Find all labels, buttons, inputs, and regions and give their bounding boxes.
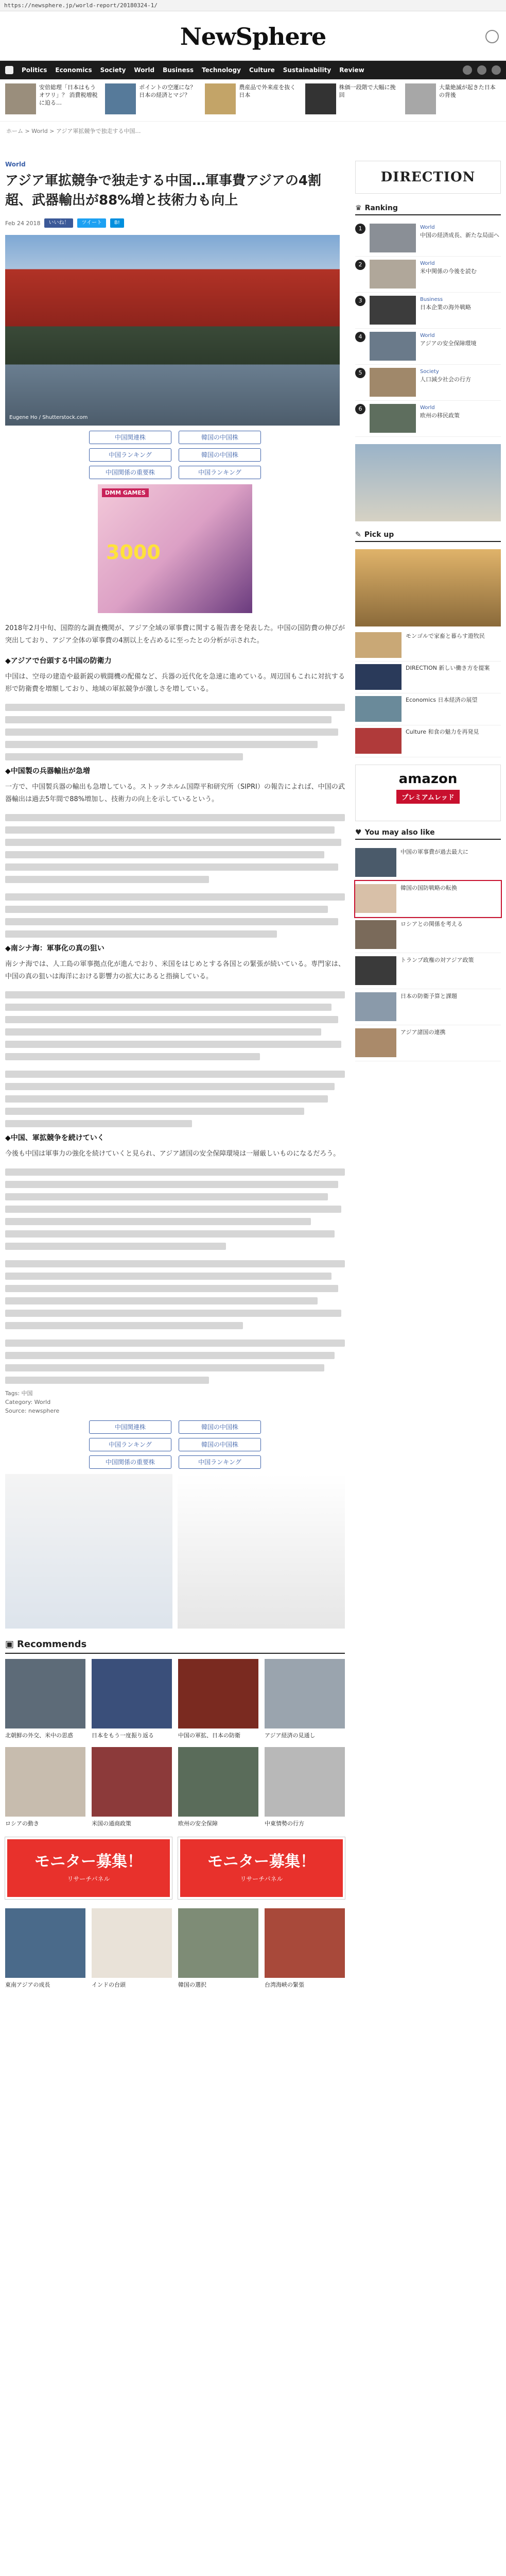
pickup-text: Economics 日本経済の展望 — [406, 697, 478, 703]
recommend-card[interactable] — [5, 1659, 85, 1740]
rss-icon[interactable] — [492, 65, 501, 75]
story-thumbnail — [405, 83, 436, 114]
recommend-image — [92, 1659, 172, 1728]
twitter-icon[interactable] — [477, 65, 486, 75]
rank-image — [370, 260, 416, 289]
recommend-image — [178, 1908, 258, 1978]
recommend-card[interactable] — [92, 1659, 172, 1740]
pickup-item[interactable] — [355, 630, 501, 662]
nav-economics[interactable]: Economics — [55, 66, 92, 74]
top-story[interactable] — [305, 83, 401, 117]
like-item[interactable] — [355, 917, 501, 953]
body-text-block — [5, 704, 345, 760]
like-image — [355, 884, 396, 913]
like-text: アジア諸国の連携 — [400, 1029, 446, 1036]
facebook-icon[interactable] — [463, 65, 472, 75]
recommend-card[interactable] — [5, 1747, 85, 1828]
related-link[interactable]: 中国ランキング — [179, 466, 261, 479]
monitor-ad-sub: リサーチパネル — [240, 1875, 283, 1883]
pickup-image — [355, 696, 402, 722]
advertisement[interactable] — [98, 484, 252, 613]
rank-image — [370, 368, 416, 397]
monitor-ad-title: モニター募集！ — [207, 1853, 316, 1871]
recommends-grid-2 — [5, 1908, 345, 1989]
story-title: ポイントの空運にな？ 日本の経済とマジ？ — [139, 84, 196, 98]
nav-society[interactable]: Society — [100, 66, 126, 74]
story-thumbnail — [5, 83, 36, 114]
article-paragraph: 中国は、空母の建造や最新鋭の戦闘機の配備など、兵器の近代化を急速に進めている。周辺国もこれに対抗する形で防衛費を増額しており、地域の軍拡競争が激しさを増している。 — [5, 673, 345, 693]
advertisement[interactable] — [178, 1474, 345, 1629]
rank-text: World 中国の経済成長、新たな局面へ — [420, 225, 499, 239]
article-meta — [5, 218, 345, 228]
recommend-card[interactable] — [178, 1908, 258, 1989]
related-link[interactable]: 韓国の中国株 — [179, 431, 261, 444]
monitor-banners — [5, 1837, 345, 1899]
pickup-feature-image[interactable] — [355, 549, 501, 626]
related-links — [46, 431, 304, 479]
ad-label: DMM GAMES — [102, 488, 149, 497]
recommend-card[interactable] — [92, 1908, 172, 1989]
pickup-icon: ✎ — [355, 531, 361, 539]
ranking-icon: ♛ — [355, 204, 362, 212]
recommend-title: アジア経済の見通し — [265, 1732, 316, 1739]
recommends-title: Recommends — [17, 1639, 87, 1650]
recommend-image — [92, 1908, 172, 1978]
recommend-card[interactable] — [265, 1747, 345, 1828]
advertisement[interactable] — [5, 1474, 172, 1629]
related-link[interactable]: 韓国の中国株 — [179, 1420, 261, 1434]
pickup-text: DIRECTION 新しい働き方を提案 — [406, 665, 490, 671]
like-item[interactable] — [355, 881, 501, 917]
related-link[interactable]: 中国関係の重要株 — [89, 1455, 171, 1469]
tag-line[interactable]: Category: World — [5, 1399, 51, 1405]
article-main — [5, 161, 345, 1989]
top-story[interactable] — [405, 83, 501, 117]
rank-text: Business 日本企業の海外戦略 — [420, 297, 471, 311]
nav-business[interactable]: Business — [163, 66, 194, 74]
nav-sustainability[interactable]: Sustainability — [283, 66, 331, 74]
article-subheading: ◆アジアで台頭する中国の防衛力 — [5, 657, 112, 665]
monitor-ad[interactable] — [5, 1837, 172, 1899]
story-title: 大量絶滅が起きた日本の背後 — [439, 84, 496, 98]
recommend-image — [5, 1659, 85, 1728]
rank-number: 5 — [355, 368, 365, 378]
recommend-title: ロシアの動き — [5, 1820, 39, 1827]
pickup-image — [355, 728, 402, 754]
pickup-item[interactable] — [355, 662, 501, 693]
tag-line[interactable]: Tags: 中国 — [5, 1390, 33, 1397]
amazon-promo: プレミアムレッド — [396, 790, 459, 804]
ranking-item[interactable] — [355, 221, 501, 257]
monitor-ad-title: モニター募集！ — [34, 1853, 143, 1871]
related-link[interactable]: 中国ランキング — [179, 1455, 261, 1469]
recommend-card[interactable] — [92, 1747, 172, 1828]
nav-politics[interactable]: Politics — [22, 66, 47, 74]
recommends-heading — [5, 1639, 345, 1654]
pickup-image — [355, 632, 402, 658]
recommend-card[interactable] — [178, 1747, 258, 1828]
like-heading — [355, 828, 501, 840]
hatena-share-button[interactable]: B! — [110, 218, 124, 228]
recommend-image — [178, 1747, 258, 1817]
article-subheading: ◆中国製の兵器輸出が急増 — [5, 767, 90, 775]
url-bar[interactable]: https://newsphere.jp/world-report/20180324-1/ — [0, 0, 506, 11]
story-thumbnail — [205, 83, 236, 114]
nav-review[interactable]: Review — [339, 66, 364, 74]
like-text: ロシアとの関係を考える — [400, 921, 463, 927]
ranking-item[interactable] — [355, 329, 501, 365]
rank-number: 3 — [355, 296, 365, 306]
related-link[interactable]: 中国関係の重要株 — [89, 466, 171, 479]
article-subheading: ◆南シナ海：軍事化の真の狙い — [5, 944, 104, 953]
twitter-share-button[interactable]: ツイート — [77, 218, 106, 228]
article-subheading: ◆中国、軍拡競争を続けていく — [5, 1134, 104, 1142]
article-paragraph: 今後も中国は軍事力の強化を続けていくと見られ、アジア諸国の安全保障環境は一層厳しいものになるだろう。 — [5, 1150, 340, 1158]
story-title: 農産品で外来産を抜く日本 — [239, 84, 296, 98]
article-paragraph: 2018年2月中旬、国際的な調査機関が、アジア全域の軍事費に関する報告書を発表した。中国の国防費の伸びが突出しており、アジア全体の軍事費の4割以上を占めるに至ったとの分析が示された。 — [5, 624, 345, 645]
article-category[interactable]: World — [5, 161, 26, 168]
recommend-image — [5, 1747, 85, 1817]
related-link[interactable]: 韓国の中国株 — [179, 1438, 261, 1451]
pickup-text: Culture 和食の魅力を再発見 — [406, 728, 479, 735]
facebook-share-button[interactable]: いいね！ — [44, 218, 73, 228]
related-link[interactable]: 中国関連株 — [89, 431, 171, 444]
top-story[interactable] — [205, 83, 301, 117]
tag-line: Source: newsphere — [5, 1408, 60, 1414]
site-logo[interactable]: NewSphere — [180, 23, 326, 50]
rank-image — [370, 296, 416, 325]
like-image — [355, 1028, 396, 1057]
monitor-ad[interactable] — [178, 1837, 345, 1899]
rank-text: Society 人口減少社会の行方 — [420, 369, 471, 383]
like-image — [355, 956, 396, 985]
article-title: アジア軍拡競争で独走する中国…軍事費アジアの4割超、武器輸出が88%増と技術力も向上 — [5, 173, 322, 208]
recommend-card[interactable] — [5, 1908, 85, 1989]
rank-image — [370, 332, 416, 361]
recommend-title: 日本をもう一度振り返る — [92, 1732, 154, 1739]
like-title: You may also like — [364, 828, 435, 837]
sidebar-feature-image[interactable] — [355, 444, 501, 521]
like-text: トランプ政権の対アジア政策 — [400, 957, 474, 963]
like-item[interactable] — [355, 845, 501, 881]
like-item[interactable] — [355, 989, 501, 1025]
like-image — [355, 848, 396, 877]
rank-number: 4 — [355, 332, 365, 342]
recommend-card[interactable] — [265, 1908, 345, 1989]
like-text: 中国の軍事費が過去最大に — [400, 849, 468, 855]
related-link[interactable]: 韓国の中国株 — [179, 448, 261, 462]
story-thumbnail — [105, 83, 136, 114]
recommend-image — [178, 1659, 258, 1728]
related-links-bottom — [46, 1420, 304, 1469]
recommend-title: 米国の通商政策 — [92, 1820, 131, 1827]
article-tags — [5, 1389, 345, 1415]
pickup-text: モンゴルで家畜と暮らす遊牧民 — [406, 633, 485, 639]
heart-icon: ♥ — [355, 828, 362, 837]
pickup-title: Pick up — [364, 531, 394, 539]
like-image — [355, 992, 396, 1021]
top-story[interactable] — [5, 83, 101, 117]
related-link[interactable]: 中国関連株 — [89, 1420, 171, 1434]
top-stories — [0, 79, 506, 122]
rank-text: World 欧州の移民政策 — [420, 405, 460, 419]
main-nav — [0, 61, 506, 79]
body-text-block — [5, 1168, 345, 1384]
search-icon[interactable] — [485, 30, 499, 43]
like-item[interactable] — [355, 953, 501, 989]
recommend-title: 中東情勢の行方 — [265, 1820, 304, 1827]
amazon-ad[interactable] — [355, 765, 501, 821]
related-link[interactable]: 中国ランキング — [89, 448, 171, 462]
recommend-image — [265, 1659, 345, 1728]
recommend-title: 欧州の安全保障 — [178, 1820, 218, 1827]
recommend-title: 北朝鮮の外交、米中の思惑 — [5, 1732, 73, 1739]
like-text: 韓国の国防戦略の転換 — [400, 885, 457, 891]
article-paragraph: 一方で、中国製兵器の輸出も急増している。ストックホルム国際平和研究所（SIPRI）の報告によれば、中国の武器輸出は過去5年間で88%増加し、技術力の向上を示しているという。 — [5, 783, 345, 803]
story-title: 安倍総理「日本はもうオワリ」？ 消費税増税に迫る… — [39, 84, 98, 106]
rank-image — [370, 404, 416, 433]
masthead — [0, 11, 506, 61]
bottom-ads — [5, 1474, 345, 1629]
ranking-title: Ranking — [364, 204, 398, 212]
pickup-image — [355, 664, 402, 690]
article-date: Feb 24 2018 — [5, 219, 41, 227]
amazon-logo: amazon — [398, 771, 458, 787]
breadcrumb[interactable]: ホーム > World > アジア軍拡競争で独走する中国… — [6, 128, 141, 134]
recommend-title: 中国の軍拡、日本の防衛 — [178, 1732, 240, 1739]
ad-number: 3000 — [106, 541, 161, 564]
recommend-image — [265, 1908, 345, 1978]
social-links — [463, 65, 501, 75]
recommend-image — [265, 1747, 345, 1817]
ranking-heading — [355, 204, 501, 215]
ranking-item[interactable] — [355, 257, 501, 293]
rank-number: 6 — [355, 404, 365, 414]
recommends-grid — [5, 1659, 345, 1828]
body-text-block — [5, 991, 345, 1127]
like-item[interactable] — [355, 1025, 501, 1061]
top-story[interactable] — [105, 83, 201, 117]
ranking-item[interactable] — [355, 401, 501, 437]
ranking-item[interactable] — [355, 365, 501, 401]
rank-text: World アジアの安全保障環境 — [420, 333, 477, 347]
nav-world[interactable]: World — [134, 66, 155, 74]
recommend-card[interactable] — [265, 1659, 345, 1740]
pickup-item[interactable] — [355, 693, 501, 725]
rank-number: 2 — [355, 260, 365, 270]
nav-technology[interactable]: Technology — [202, 66, 241, 74]
ranking-item[interactable] — [355, 293, 501, 329]
rank-text: World 米中関係の今後を読む — [420, 261, 477, 275]
image-credit: Eugene Ho / Shutterstock.com — [9, 415, 88, 420]
recommend-card[interactable] — [178, 1659, 258, 1740]
related-link[interactable]: 中国ランキング — [89, 1438, 171, 1451]
story-thumbnail — [305, 83, 336, 114]
like-image — [355, 920, 396, 949]
story-title: 株価一段階で大幅に挽回 — [339, 84, 396, 98]
recommend-title: 台湾海峡の緊張 — [265, 1981, 304, 1988]
recommend-image — [92, 1747, 172, 1817]
body-text-block — [5, 814, 345, 938]
recommend-icon: ▣ — [5, 1639, 14, 1650]
like-text: 日本の防衛予算と課題 — [400, 993, 457, 999]
pickup-heading — [355, 531, 501, 542]
recommend-title: 韓国の選択 — [178, 1981, 206, 1988]
nav-culture[interactable]: Culture — [249, 66, 275, 74]
pickup-item[interactable] — [355, 725, 501, 757]
home-icon[interactable] — [5, 66, 13, 74]
monitor-ad-sub: リサーチパネル — [67, 1875, 110, 1883]
rank-number: 1 — [355, 224, 365, 234]
rank-image — [370, 224, 416, 252]
recommend-image — [5, 1908, 85, 1978]
direction-banner[interactable]: DIRECTION — [355, 161, 501, 194]
hero-image — [5, 235, 340, 426]
sidebar — [355, 161, 501, 1061]
recommend-title: インドの台頭 — [92, 1981, 126, 1988]
recommend-title: 東南アジアの成長 — [5, 1981, 50, 1988]
article-paragraph: 南シナ海では、人工島の軍事拠点化が進んでおり、米国をはじめとする各国との緊張が続いている。専門家は、中国の真の狙いは海洋における影響力の拡大にあると指摘している。 — [5, 960, 345, 980]
